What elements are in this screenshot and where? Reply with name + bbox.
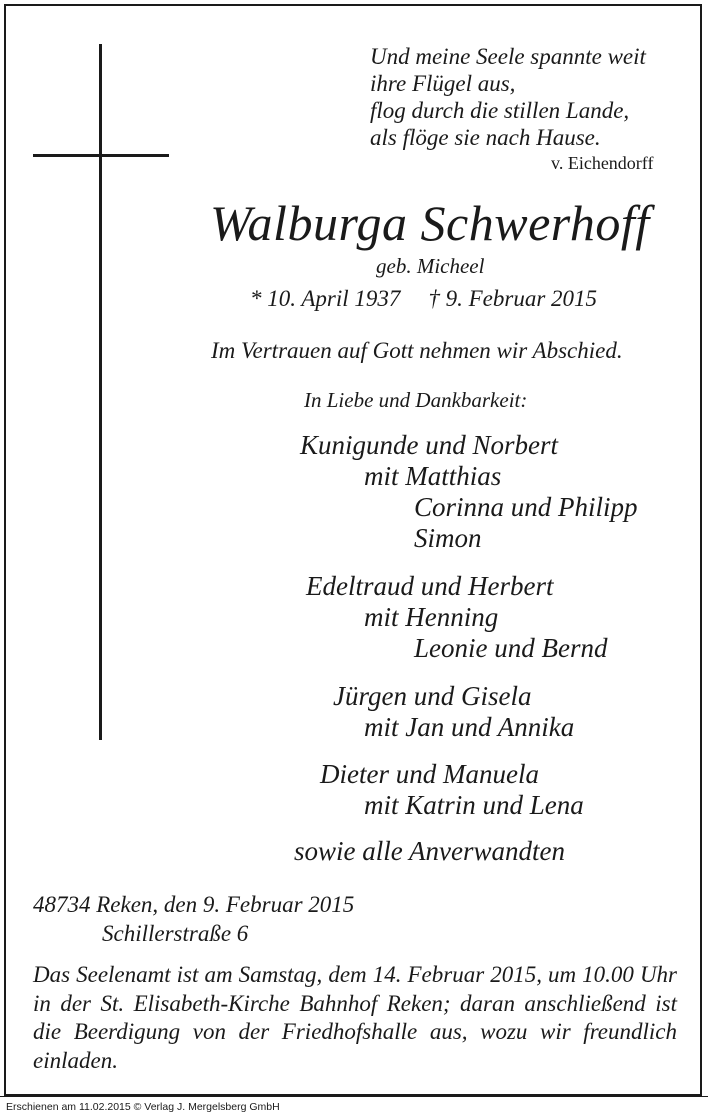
cross-icon-vertical-beam	[99, 44, 102, 740]
family-4-line-2: mit Katrin und Lena	[364, 790, 584, 820]
birth-date: * 10. April 1937	[250, 286, 401, 311]
deceased-name: Walburga Schwerhoff	[210, 195, 650, 251]
place-and-date: 48734 Reken, den 9. Februar 2015	[33, 892, 355, 917]
family-2-line-2: mit Henning	[364, 602, 499, 632]
family-2-line-1: Edeltraud und Herbert	[306, 571, 554, 601]
poem-line-3: flog durch die stillen Lande,	[370, 98, 630, 123]
family-1-line-4: Simon	[414, 523, 482, 553]
life-dates	[250, 287, 597, 310]
service-announcement: Das Seelenamt ist am Samstag, dem 14. Februar 2015, um 10.00 Uhr in der St. Elisabeth-Kirche Bahnhof Reken; daran anschließend ist die Beerdigung von der Friedhofshalle aus, wozu wir freundlich einladen.	[33, 962, 677, 1073]
maiden-name: geb. Micheel	[376, 254, 485, 278]
relatives-line: sowie alle Anverwandten	[294, 836, 565, 866]
family-1-line-2: mit Matthias	[364, 461, 502, 491]
family-1-line-1: Kunigunde und Norbert	[300, 430, 559, 460]
cross-icon-horizontal-beam	[33, 154, 169, 157]
poem-line-1: Und meine Seele spannte weit	[370, 44, 646, 69]
death-date: † 9. Februar 2015	[428, 286, 598, 311]
poem-author: v. Eichendorff	[551, 153, 654, 173]
street-address: Schillerstraße 6	[102, 921, 249, 946]
thanks-line: In Liebe und Dankbarkeit:	[304, 388, 528, 412]
poem-line-2: ihre Flügel aus,	[370, 71, 516, 96]
family-2-line-3: Leonie und Bernd	[414, 633, 608, 663]
publication-footer: Erschienen am 11.02.2015 © Verlag J. Mergelsberg GmbH	[6, 1101, 280, 1113]
family-4-line-1: Dieter und Manuela	[320, 759, 539, 789]
family-3-line-1: Jürgen und Gisela	[333, 681, 532, 711]
family-3-line-2: mit Jan und Annika	[364, 712, 575, 742]
poem-line-4: als flöge sie nach Hause.	[370, 125, 601, 150]
family-1-line-3: Corinna und Philipp	[414, 492, 638, 522]
farewell-line: Im Vertrauen auf Gott nehmen wir Abschied.	[211, 338, 623, 363]
